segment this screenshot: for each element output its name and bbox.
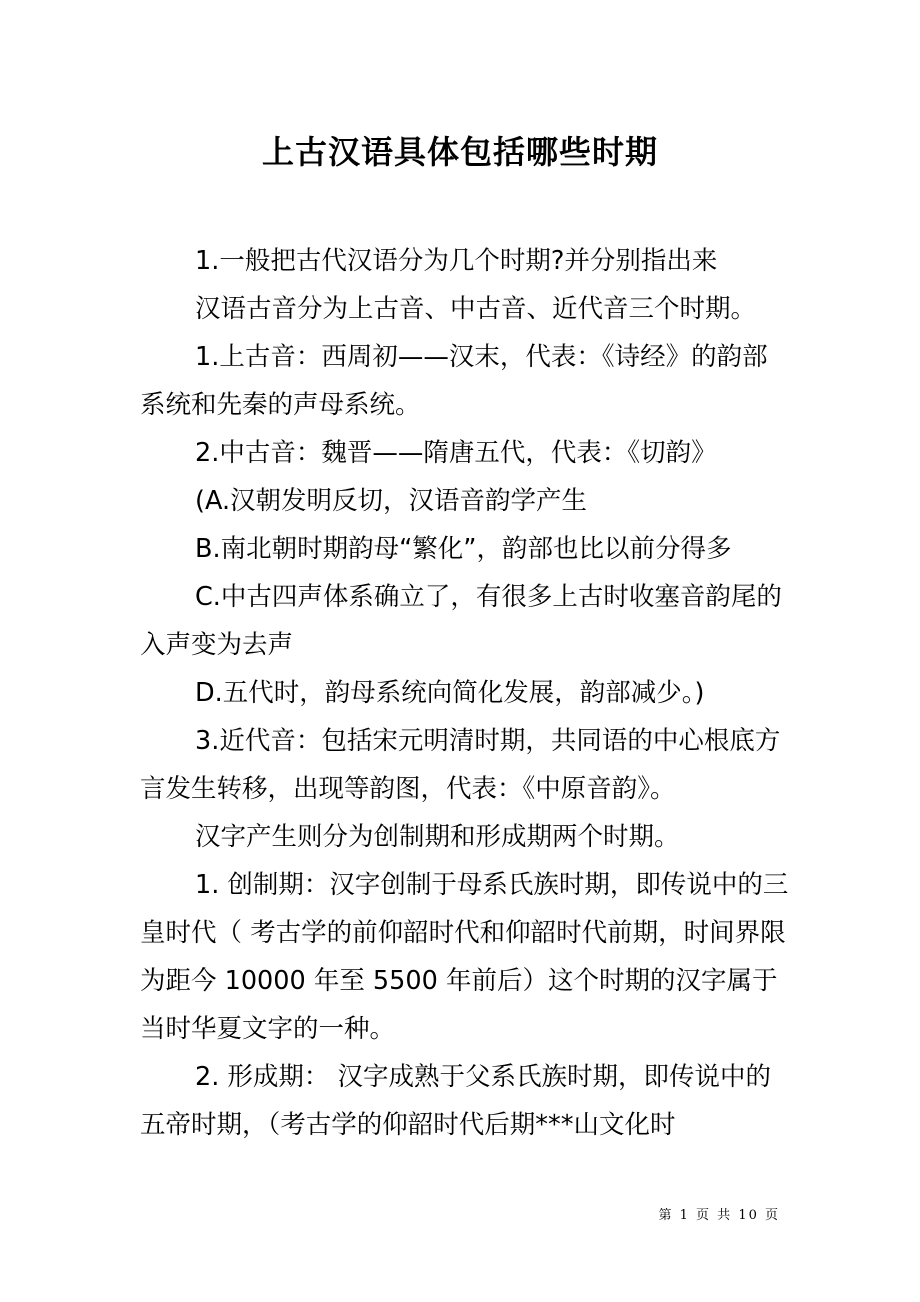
paragraph: C.中古四声体系确立了，有很多上古时收塞音韵尾的入声变为去声 — [140, 582, 782, 660]
paragraph: 1. 创制期：汉字创制于母系氏族时期，即传说中的三皇时代（ 考古学的前仰韶时代和仰韶时代前期，时间界限为距今 10000 年至 5500 年前后）这个时期的汉字属于当时华夏文字的一种。 — [140, 870, 789, 1044]
page-number-footer: 第 1 页 共 10 页 — [658, 1208, 780, 1223]
paragraph: 2. 形成期： 汉字成熟于父系氏族时期，即传说中的五帝时期，（考古学的仰韶时代后期***山文化时 — [140, 1062, 772, 1140]
paragraph: 2.中古音：魏晋——隋唐五代，代表：《切韵》 — [195, 438, 717, 468]
document-body — [140, 237, 790, 1149]
paragraph: 1.一般把古代汉语分为几个时期?并分别指出来 — [195, 246, 718, 276]
paragraph: 汉字产生则分为创制期和形成期两个时期。 — [195, 822, 680, 852]
paragraph: D.五代时，韵母系统向简化发展，韵部减少。) — [195, 678, 705, 708]
paragraph: 1.上古音：西周初——汉末，代表：《诗经》的韵部系统和先秦的声母系统。 — [140, 342, 768, 420]
paragraph: 汉语古音分为上古音、中古音、近代音三个时期。 — [195, 294, 757, 324]
paragraph: (A.汉朝发明反切，汉语音韵学产生 — [195, 486, 588, 516]
paragraph: 3.近代音：包括宋元明清时期，共同语的中心根底方言发生转移，出现等韵图，代表：《中原音韵》。 — [140, 726, 781, 804]
paragraph: B.南北朝时期韵母“繁化”，韵部也比以前分得多 — [195, 534, 732, 564]
document-title: 上古汉语具体包括哪些时期 — [261, 133, 658, 171]
